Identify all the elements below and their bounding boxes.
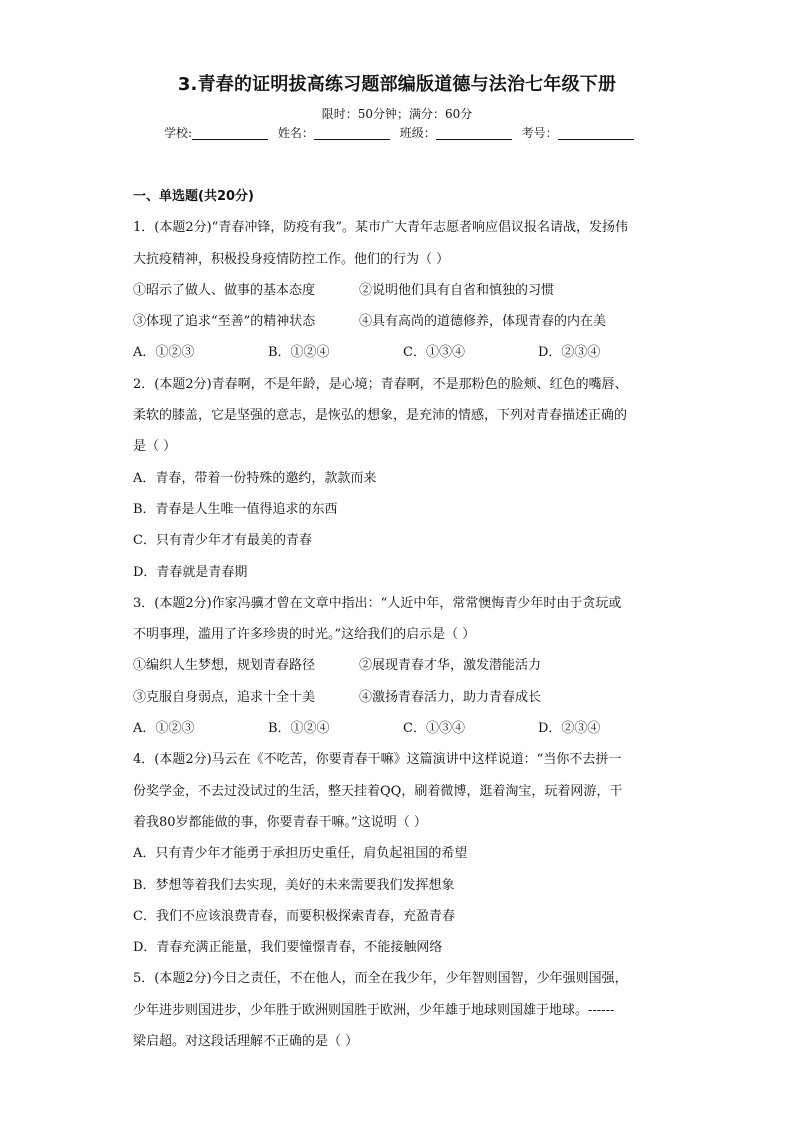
class-label: 班级： xyxy=(399,126,436,140)
statement-item: ④具有高尚的道德修养，体现青春的内在美 xyxy=(359,314,607,330)
statement-item: ③体现了追求“至善”的精神状态 xyxy=(133,314,316,330)
question-text-line: 2．(本题2分)青春啊，不是年龄，是心境；青春啊，不是那粉色的脸颊、红色的嘴唇、 xyxy=(133,376,628,392)
student-info-line xyxy=(164,124,644,141)
section-heading: 一、单选题(共20分) xyxy=(133,189,254,204)
question-text-line: 大抗疫精神，积极投身疫情防控工作。他们的行为（ ） xyxy=(133,251,450,267)
question-text-line: 少年进步则国进步，少年胜于欧洲则国胜于欧洲，少年雄于地球则国雄于地球。------ xyxy=(133,1002,615,1018)
option-a[interactable]: A．①②③ xyxy=(133,345,195,361)
statement-row xyxy=(133,682,673,713)
school-blank[interactable] xyxy=(192,127,268,140)
statement-row xyxy=(133,650,673,681)
name-label: 姓名： xyxy=(277,126,314,140)
option-a[interactable]: A．①②③ xyxy=(133,721,195,737)
page-title: 3.青春的证明拔高练习题部编版道德与法治七年级下册 xyxy=(177,74,617,95)
question-text-line: 5．(本题2分)今日之责任，不在他人，而全在我少年，少年智则国智，少年强则国强， xyxy=(133,971,628,987)
exam-no-label: 考号： xyxy=(521,126,558,140)
question-text-line: 是（ ） xyxy=(133,439,177,455)
option-c[interactable]: C．①③④ xyxy=(403,345,465,361)
question-content xyxy=(133,181,673,1057)
option-b[interactable]: B．①②④ xyxy=(268,721,330,737)
exam-no-blank[interactable] xyxy=(558,127,634,140)
option-d[interactable]: D．②③④ xyxy=(538,345,601,361)
question-text-line: 4．(本题2分)马云在《不吃苦，你要青春干嘛》这篇演讲中这样说道：“当你不去拼一 xyxy=(133,752,622,768)
question-text-line: 着我80岁都能做的事，你要青春干嘛。”这说明（ ） xyxy=(133,814,427,830)
option-b[interactable]: B．①②④ xyxy=(268,345,330,361)
school-label: 学校: xyxy=(164,126,193,140)
option-d[interactable]: D．青春充满正能量，我们要憧憬青春，不能接触网络 xyxy=(133,940,443,956)
option-b[interactable]: B．青春是人生唯一值得追求的东西 xyxy=(133,501,338,517)
question-text-line: 柔软的膝盖，它是坚强的意志，是恢弘的想象，是充沛的情感，下列对青春描述正确的 xyxy=(133,408,628,424)
option-d[interactable]: D．青春就是青春期 xyxy=(133,564,248,580)
question-text-line: 不明事理，滥用了许多珍贵的时光。”这给我们的启示是（ ） xyxy=(133,627,476,643)
statement-item: ②展现青春才华，激发潜能活力 xyxy=(359,658,542,674)
question-1 xyxy=(133,212,673,368)
options-row xyxy=(133,337,673,368)
question-text-line: 3．(本题2分)作家冯骥才曾在文章中指出：“人近中年，常常懊悔青少年时由于贪玩或 xyxy=(133,595,622,611)
statement-row xyxy=(133,306,673,337)
statement-row xyxy=(133,275,673,306)
question-5 xyxy=(133,963,673,1057)
option-a[interactable]: A．只有青少年才能勇于承担历史重任，肩负起祖国的希望 xyxy=(133,846,468,862)
name-blank[interactable] xyxy=(314,127,390,140)
class-blank[interactable] xyxy=(436,127,512,140)
option-a[interactable]: A．青春，带着一份特殊的邀约，款款而来 xyxy=(133,470,377,486)
option-b[interactable]: B．梦想等着我们去实现，美好的未来需要我们发挥想象 xyxy=(133,877,455,893)
options-row xyxy=(133,713,673,744)
option-c[interactable]: C．只有青少年才有最美的青春 xyxy=(133,533,312,549)
question-text-line: 梁启超。对这段话理解不正确的是（ ） xyxy=(133,1034,359,1050)
statement-item: ③克服自身弱点，追求十全十美 xyxy=(133,689,316,705)
statement-item: ④激扬青春活力，助力青春成长 xyxy=(359,689,542,705)
time-score-info: 限时：50分钟；满分：60分 xyxy=(321,107,473,121)
statement-item: ②说明他们具有自省和慎独的习惯 xyxy=(359,282,555,298)
statement-item: ①昭示了做人、做事的基本态度 xyxy=(133,282,316,298)
question-4 xyxy=(133,744,673,963)
question-text-line: 份奖学金，不去过没试过的生活，整天挂着QQ，刷着微博，逛着淘宝，玩着网游，干 xyxy=(133,783,623,799)
question-text-line: 1．(本题2分)“青春冲锋，防疫有我”。某市广大青年志愿者响应倡议报名请战，发扬伟 xyxy=(133,220,628,236)
option-c[interactable]: C．①③④ xyxy=(403,721,465,737)
question-2 xyxy=(133,369,673,588)
option-c[interactable]: C．我们不应该浪费青春，而要积极探索青春，充盈青春 xyxy=(133,908,455,924)
option-d[interactable]: D．②③④ xyxy=(538,721,601,737)
question-3 xyxy=(133,588,673,744)
statement-item: ①编织人生梦想，规划青春路径 xyxy=(133,658,316,674)
